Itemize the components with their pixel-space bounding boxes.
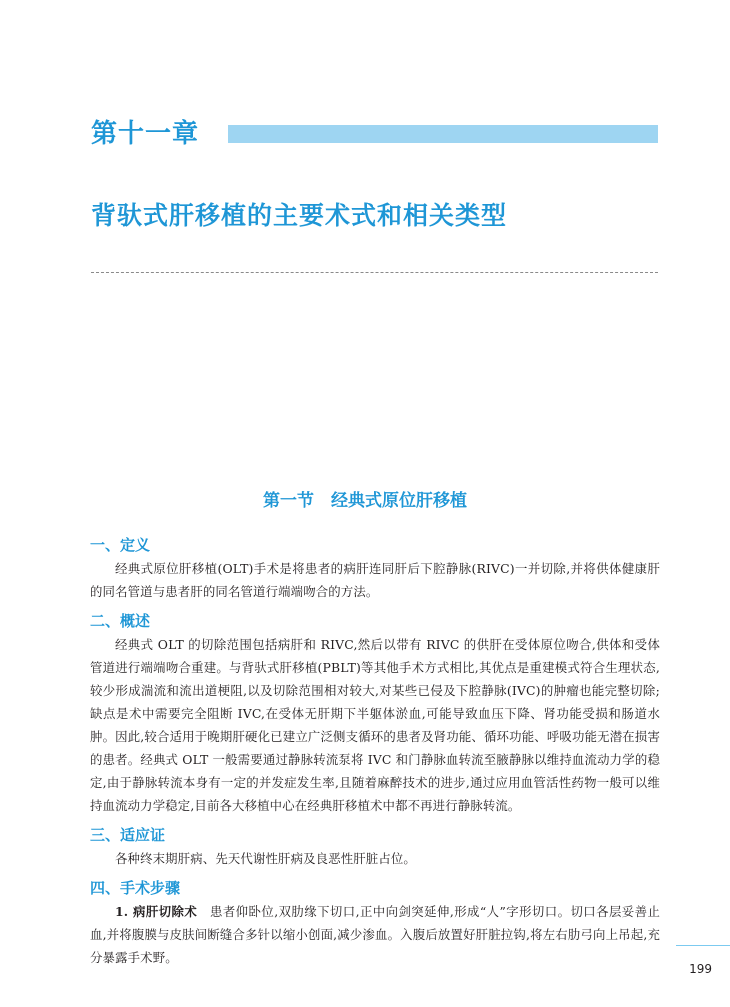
subsection-heading-overview: 二、概述	[90, 612, 151, 630]
chapter-header	[91, 113, 661, 153]
section-content	[90, 533, 660, 969]
subsection-heading-steps: 四、手术步骤	[90, 879, 181, 897]
paragraph-overview: 经典式 OLT 的切除范围包括病肝和 RIVC,然后以带有 RIVC 的供肝在受体原位吻合,供体和受体管道进行端端吻合重建。与背驮式肝移植(PBLT)等其他手术方式相比,其优点是重建模式符合生理状态,较少形成湍流和流出道梗阻,以及切除范围相对较大,对某些已侵及下腔静脉(IVC)的肿瘤也能完整切除;缺点是术中需要完全阻断 IVC,在受体无肝期下半躯体淤血,可能导致血压下降、肾功能受损和肠道水肿。因此,较合适用于晚期肝硬化已建立广泛侧支循环的患者及肾功能、循环功能、呼吸功能无潜在损害的患者。经典式 OLT 一般需要通过静脉转流泵将 IVC 和门静脉血转流至腋静脉以维持血流动力学的稳定,由于静脉转流本身有一定的并发症发生率,且随着麻醉技术的进步,通过应用血管活性药物一般可以维持血流动力学稳定,目前各大移植中心在经典肝移植术中都不再进行静脉转流。	[90, 637, 660, 813]
chapter-title: 背驮式肝移植的主要术式和相关类型	[91, 201, 508, 230]
page-number: 199	[689, 962, 712, 976]
section-title: 第一节 经典式原位肝移植	[263, 491, 467, 511]
step-text: 患者仰卧位,双肋缘下切口,正中向剑突延伸,形成“人”字形切口。切口各层妥善止血,并将腹膜与皮肤间断缝合多针以缩小创面,减少渗血。入腹后放置好肝脏拉钩,将左右肋弓向上吊起,充分暴露手术野。	[90, 904, 660, 965]
paragraph-step-1	[90, 900, 660, 969]
paragraph-indications: 各种终末期肝病、先天代谢性肝病及良恶性肝脏占位。	[115, 851, 416, 866]
step-label: 1. 病肝切除术	[115, 904, 198, 919]
subsection-heading-indications: 三、适应证	[90, 826, 166, 844]
subsection-heading-definition: 一、定义	[90, 536, 151, 554]
chapter-label: 第十一章	[91, 119, 200, 149]
page-number-rule	[676, 945, 730, 946]
paragraph-definition: 经典式原位肝移植(OLT)手术是将患者的病肝连同肝后下腔静脉(RIVC)一并切除,并将供体健康肝的同名管道与患者肝的同名管道行端端吻合的方法。	[90, 561, 660, 599]
dashed-divider	[91, 272, 658, 273]
chapter-decorative-bar	[228, 125, 658, 143]
